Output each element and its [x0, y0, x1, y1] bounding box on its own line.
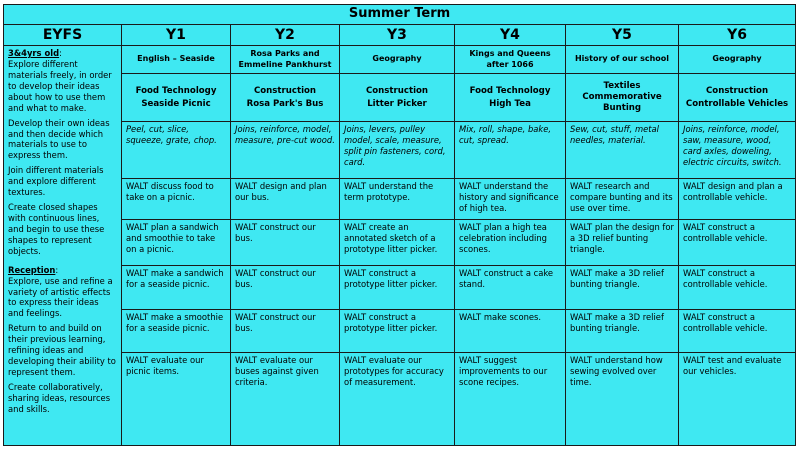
eyfs-age1-para: Join different materials and explore different textures. — [8, 165, 104, 198]
project-title-line: Controllable Vehicles — [685, 98, 789, 109]
lesson-cell: WALT construct our bus. — [231, 310, 340, 353]
lesson-cell: WALT construct a controllable vehicle. — [679, 310, 796, 353]
title-row — [4, 5, 796, 25]
lesson-cell: WALT understand how sewing evolved over time. — [566, 353, 679, 446]
lesson-cell: WALT plan a sandwich and smoothie to take on a picnic. — [122, 220, 231, 266]
eyfs-age2-para: Explore, use and refine a variety of artistic effects to express their ideas and feelings. — [8, 275, 113, 319]
lesson-cell: WALT construct a controllable vehicle. — [679, 220, 796, 266]
vocab-y5: Sew, cut, stuff, metal needles, material. — [566, 122, 679, 179]
lesson-cell: WALT construct our bus. — [231, 220, 340, 266]
topic-y4: Kings and Queens after 1066 — [455, 46, 566, 74]
topic-y5: History of our school — [566, 46, 679, 74]
project-title-line: Construction — [705, 85, 769, 96]
eyfs-cell: 3&4yrs old: Explore different materials freely, in order to develop their ideas about how to use them and what to make. Develop their own ideas and then decide which materials to use to express them. Join different materials and explore different textures. Create closed shapes with continuous lines, and begin to use these shapes to represent objects. Reception: Explore, use and refine a variety of artistic effects to express their ideas and feelings. Return to and build on their previous learning, refining ideas and developing their ability to represent them. Create collaboratively, sharing ideas, resources and skills. — [4, 46, 122, 446]
project-title-line: Rosa Park's Bus — [246, 98, 324, 109]
header-y1: Y1 — [122, 24, 231, 45]
vocab-row — [4, 122, 796, 179]
header-y6: Y6 — [679, 24, 796, 45]
lesson-cell: WALT construct our bus. — [231, 266, 340, 310]
project-title-line: Food Technology — [469, 85, 551, 96]
lesson-cell: WALT evaluate our picnic items. — [122, 353, 231, 446]
lesson-cell: WALT make a 3D relief bunting triangle. — [566, 266, 679, 310]
eyfs-age1-para: Develop their own ideas and then decide which materials to use to express them. — [8, 117, 110, 161]
topic-y6: Geography — [679, 46, 796, 74]
lesson-cell: WALT create an annotated sketch of a prototype litter picker. — [340, 220, 455, 266]
header-y5: Y5 — [566, 24, 679, 45]
lesson-cell: WALT discuss food to take on a picnic. — [122, 179, 231, 220]
lesson-cell: WALT understand the term prototype. — [340, 179, 455, 220]
project-y2 — [231, 74, 340, 122]
lesson-cell: WALT design and plan a controllable vehicle. — [679, 179, 796, 220]
project-y6 — [679, 74, 796, 122]
lesson-cell: WALT construct a prototype litter picker. — [340, 266, 455, 310]
lesson-cell: WALT evaluate our buses against given criteria. — [231, 353, 340, 446]
lesson-cell: WALT design and plan our bus. — [231, 179, 340, 220]
eyfs-age2-para: Return to and build on their previous learning, refining ideas and developing their ability to represent them. — [8, 323, 116, 377]
topic-y2: Rosa Parks and Emmeline Pankhurst — [231, 46, 340, 74]
lesson-cell: WALT construct a cake stand. — [455, 266, 566, 310]
eyfs-age1-label: 3&4yrs old — [8, 48, 60, 59]
lesson-cell: WALT construct a prototype litter picker. — [340, 310, 455, 353]
lesson-cell: WALT make a smoothie for a seaside picnic. — [122, 310, 231, 353]
lesson-cell: WALT make a sandwich for a seaside picnic. — [122, 266, 231, 310]
project-title-line: High Tea — [489, 98, 531, 109]
project-title-line: Food Technology — [135, 85, 217, 96]
project-title-line: Seaside Picnic — [141, 98, 211, 109]
lesson-cell: WALT make scones. — [455, 310, 566, 353]
lesson-cell: WALT test and evaluate our vehicles. — [679, 353, 796, 446]
lesson-cell: WALT construct a controllable vehicle. — [679, 266, 796, 310]
lesson-cell: WALT suggest improvements to our scone recipes. — [455, 353, 566, 446]
project-title-line: Litter Picker — [367, 98, 427, 109]
project-title-line: Textiles — [603, 81, 641, 92]
lesson-cell: WALT plan a high tea celebration including scones. — [455, 220, 566, 266]
summer-term-table — [3, 4, 796, 446]
project-title-line: Construction — [365, 85, 429, 96]
header-y4: Y4 — [455, 24, 566, 45]
topic-y1: English – Seaside — [122, 46, 231, 74]
vocab-y2: Joins, reinforce, model, measure, pre-cut wood. — [231, 122, 340, 179]
header-eyfs: EYFS — [4, 24, 122, 45]
header-y2: Y2 — [231, 24, 340, 45]
header-y3: Y3 — [340, 24, 455, 45]
project-y1 — [122, 74, 231, 122]
eyfs-age2-para: Create collaboratively, sharing ideas, resources and skills. — [8, 381, 111, 414]
topic-row — [4, 46, 796, 74]
lesson-row-5 — [4, 353, 796, 446]
lesson-cell: WALT understand the history and significance of high tea. — [455, 179, 566, 220]
lesson-row-3 — [4, 266, 796, 310]
eyfs-age1-para: Explore different materials freely, in order to develop their ideas about how to use them and what to make. — [8, 59, 112, 113]
lesson-cell: WALT make a 3D relief bunting triangle. — [566, 310, 679, 353]
project-row — [4, 74, 796, 122]
eyfs-age2-label: Reception — [8, 264, 56, 275]
project-title-line: Commemorative — [582, 92, 662, 103]
project-title-line: Construction — [253, 85, 317, 96]
project-y3 — [340, 74, 455, 122]
eyfs-age1-para: Create closed shapes with continuous lines, and begin to use these shapes to represent objects. — [8, 202, 105, 256]
project-y5 — [566, 74, 679, 122]
lesson-row-4 — [4, 310, 796, 353]
lesson-cell: WALT research and compare bunting and its use over time. — [566, 179, 679, 220]
lesson-cell: WALT plan the design for a 3D relief bunting triangle. — [566, 220, 679, 266]
lesson-row-1 — [4, 179, 796, 220]
topic-y3: Geography — [340, 46, 455, 74]
project-title-line: Bunting — [602, 102, 642, 113]
vocab-y3: Joins, levers, pulley model, scale, measure, split pin fasteners, cord, card. — [340, 122, 455, 179]
lesson-cell: WALT evaluate our prototypes for accuracy of measurement. — [340, 353, 455, 446]
page-title: Summer Term — [4, 5, 796, 25]
vocab-y6: Joins, reinforce, model, saw, measure, wood, card axles, doweling, electric circuits, switch. — [679, 122, 796, 179]
header-row — [4, 24, 796, 45]
vocab-y4: Mix, roll, shape, bake, cut, spread. — [455, 122, 566, 179]
lesson-row-2 — [4, 220, 796, 266]
vocab-y1: Peel, cut, slice, squeeze, grate, chop. — [122, 122, 231, 179]
project-y4 — [455, 74, 566, 122]
